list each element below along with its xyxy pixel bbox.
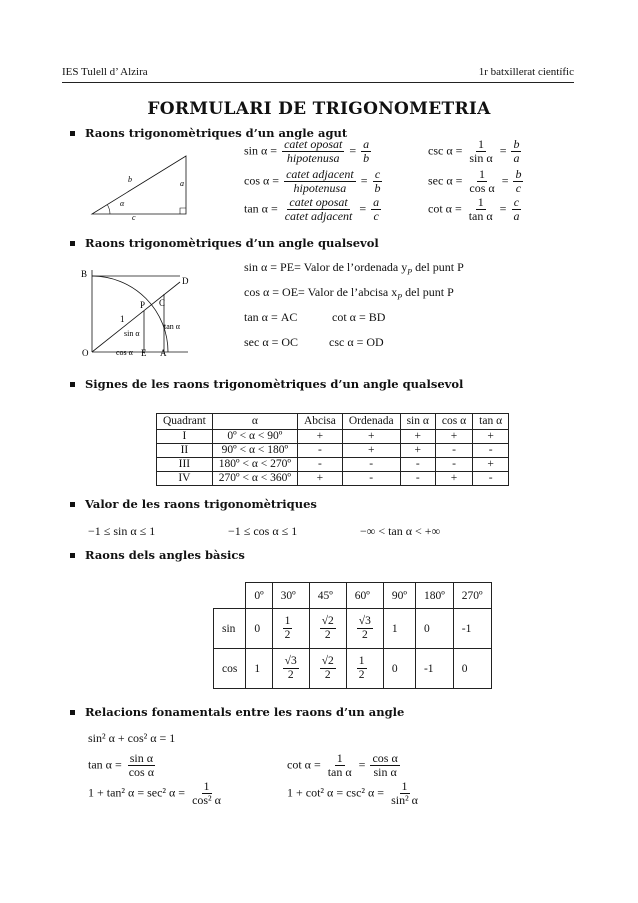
table-cell: - (342, 458, 400, 472)
table-cell: 0 (246, 609, 272, 649)
header-divider (62, 82, 574, 83)
range-sin: −1 ≤ sin α ≤ 1 (88, 524, 156, 538)
table-cell: $\frac{√2}{2}$ (309, 649, 346, 689)
row-label-sin: sin (214, 609, 246, 649)
formula-cot-acute: cot α = $\frac{1}{\text{tan α}}$ = $\frac{c}{a}$ (428, 195, 520, 223)
section-signs-title: Signes de les raons trigonomètriques d’un angle qualsevol (85, 377, 464, 391)
table-cell: - (400, 458, 435, 472)
table-cell: - (435, 444, 472, 458)
table-row-sin (214, 609, 492, 649)
section-basic-heading (70, 548, 245, 562)
table-corner (214, 583, 246, 609)
formula-cot-any: cot α = BD (332, 310, 386, 324)
formula-csc-any: csc α = OD (329, 335, 384, 349)
point-A: A (160, 348, 167, 358)
basic-table-header (214, 583, 492, 609)
table-cell: 0 (453, 649, 491, 689)
table-cell: + (342, 444, 400, 458)
table-cell: III (157, 458, 213, 472)
angle-header: 270º (453, 583, 491, 609)
formula-sin-any: sin α = PE= Valor de l’ordenada $y_P$ del punt P (244, 260, 464, 277)
tan-segment-label: tan α (164, 322, 180, 331)
section-any-heading (70, 236, 379, 250)
triangle-label-alpha: α (120, 199, 125, 208)
table-cell: + (400, 444, 435, 458)
section-any-title: Raons trigonomètriques d’un angle qualsevol (85, 236, 379, 250)
bullet-icon (70, 710, 75, 715)
identity-pythagorean: sin² α + cos² α = 1 (88, 731, 176, 745)
angle-header: 90º (383, 583, 415, 609)
table-cell: -1 (415, 649, 453, 689)
triangle-label-c: c (132, 213, 136, 220)
point-D: D (182, 276, 189, 286)
header-left: IES Tulell d’ Alzira (62, 66, 148, 78)
formula-tan-acute: tan α = $\frac{\text{catet oposat}}{\text{catet adjacent}}$ = $\frac{a}{c}$ (244, 195, 380, 223)
angle-header: 30º (272, 583, 309, 609)
range-tan: −∞ < tan α < +∞ (360, 524, 441, 538)
table-cell: - (473, 444, 509, 458)
table-cell: + (297, 472, 342, 486)
table-cell: + (473, 430, 509, 444)
bullet-icon (70, 241, 75, 246)
header-cell: Abcisa (297, 414, 342, 430)
table-cell: $\frac{1}{2}$ (346, 649, 383, 689)
cos-segment-label: cos α (116, 348, 133, 357)
section-signs-heading (70, 377, 463, 391)
table-cell: - (473, 472, 509, 486)
right-triangle-diagram (88, 148, 198, 220)
table-cell: -1 (453, 609, 491, 649)
table-cell: 0 (415, 609, 453, 649)
page-title: FORMULARI DE TRIGONOMETRIA (147, 99, 491, 119)
table-cell: II (157, 444, 213, 458)
table-cell: $\frac{√2}{2}$ (309, 609, 346, 649)
bullet-icon (70, 502, 75, 507)
table-cell: - (342, 472, 400, 486)
formula-sec-acute: sec α = $\frac{1}{\text{cos α}}$ = $\frac{b}{c}$ (428, 167, 522, 195)
range-cos: −1 ≤ cos α ≤ 1 (228, 524, 298, 538)
triangle-label-a: a (180, 179, 184, 188)
angle-header: 60º (346, 583, 383, 609)
table-cell: 1 (246, 649, 272, 689)
formula-tan-any: tan α = AC (244, 310, 298, 324)
angle-header: 0º (246, 583, 272, 609)
table-cell: $\frac{√3}{2}$ (272, 649, 309, 689)
identity-sec: 1 + tan² α = sec² α = $\frac{1}{\text{cos² α}}$ (88, 779, 221, 807)
triangle-label-b: b (128, 175, 132, 184)
bullet-icon (70, 553, 75, 558)
table-row (157, 444, 509, 458)
header-cell: cos α (435, 414, 472, 430)
point-B: B (81, 269, 88, 279)
header-cell: tan α (473, 414, 509, 430)
table-cell: - (297, 458, 342, 472)
table-cell: 270º < α < 360º (212, 472, 297, 486)
formula-sin-acute: sin α = $\frac{\text{catet oposat}}{\text{hipotenusa}}$ = $\frac{a}{b}$ (244, 137, 370, 165)
header-cell: sin α (400, 414, 435, 430)
table-cell: - (400, 472, 435, 486)
table-cell: + (342, 430, 400, 444)
identity-csc: 1 + cot² α = csc² α = $\frac{1}{\text{sin² α}}$ (287, 779, 418, 807)
identity-cot: cot α = $\frac{1}{\text{tan α}}$ = $\frac{\text{cos α}}{\text{sin α}}$ (287, 751, 398, 779)
table-cell: + (435, 430, 472, 444)
table-cell: IV (157, 472, 213, 486)
section-relations-title: Relacions fonamentals entre les raons d’un angle (85, 705, 405, 719)
table-cell: $\frac{√3}{2}$ (346, 609, 383, 649)
table-row (157, 430, 509, 444)
signs-table (156, 413, 509, 486)
table-cell: 180º < α < 270º (212, 458, 297, 472)
table-row (157, 472, 509, 486)
header-cell: α (212, 414, 297, 430)
table-cell: 1 (383, 609, 415, 649)
section-range-heading (70, 497, 317, 511)
point-O: O (82, 348, 89, 358)
table-cell: + (473, 458, 509, 472)
table-cell: 90º < α < 180º (212, 444, 297, 458)
table-cell: + (297, 430, 342, 444)
section-basic-title: Raons dels angles bàsics (85, 548, 245, 562)
header-cell: Ordenada (342, 414, 400, 430)
bullet-icon (70, 131, 75, 136)
table-cell: I (157, 430, 213, 444)
table-cell: 0º < α < 90º (212, 430, 297, 444)
identity-tan: tan α = $\frac{\text{sin α}}{\text{cos α}}$ (88, 751, 155, 779)
header-cell: Quadrant (157, 414, 213, 430)
section-range-title: Valor de les raons trigonomètriques (85, 497, 317, 511)
table-cell: 0 (383, 649, 415, 689)
formula-sec-any: sec α = OC (244, 335, 299, 349)
formula-csc-acute: csc α = $\frac{1}{\text{sin α}}$ = $\frac{b}{a}$ (428, 137, 520, 165)
table-cell: - (297, 444, 342, 458)
formula-cos-acute: cos α = $\frac{\text{catet adjacent}}{\text{hipotenusa}}$ = $\frac{c}{b}$ (244, 167, 381, 195)
radius-label: 1 (120, 314, 125, 324)
row-label-cos: cos (214, 649, 246, 689)
basic-angles-table (213, 582, 492, 689)
table-row-cos (214, 649, 492, 689)
table-row (157, 458, 509, 472)
table-cell: + (435, 472, 472, 486)
bullet-icon (70, 382, 75, 387)
header-right: 1r batxillerat científic (478, 66, 574, 78)
table-cell: - (435, 458, 472, 472)
sin-segment-label: sin α (124, 329, 140, 338)
point-P: P (140, 300, 146, 310)
unit-circle-diagram (78, 262, 198, 362)
section-acute-title: Raons trigonomètriques d’un angle agut (85, 126, 348, 140)
table-cell: + (400, 430, 435, 444)
formula-cos-any: cos α = OE= Valor de l’abcisa $x_P$ del punt P (244, 285, 454, 302)
point-C: C (159, 298, 166, 308)
section-relations-heading (70, 705, 404, 719)
signs-table-header (157, 414, 509, 430)
point-E: E (141, 348, 147, 358)
angle-header: 180º (415, 583, 453, 609)
angle-header: 45º (309, 583, 346, 609)
table-cell: $\frac{1}{2}$ (272, 609, 309, 649)
